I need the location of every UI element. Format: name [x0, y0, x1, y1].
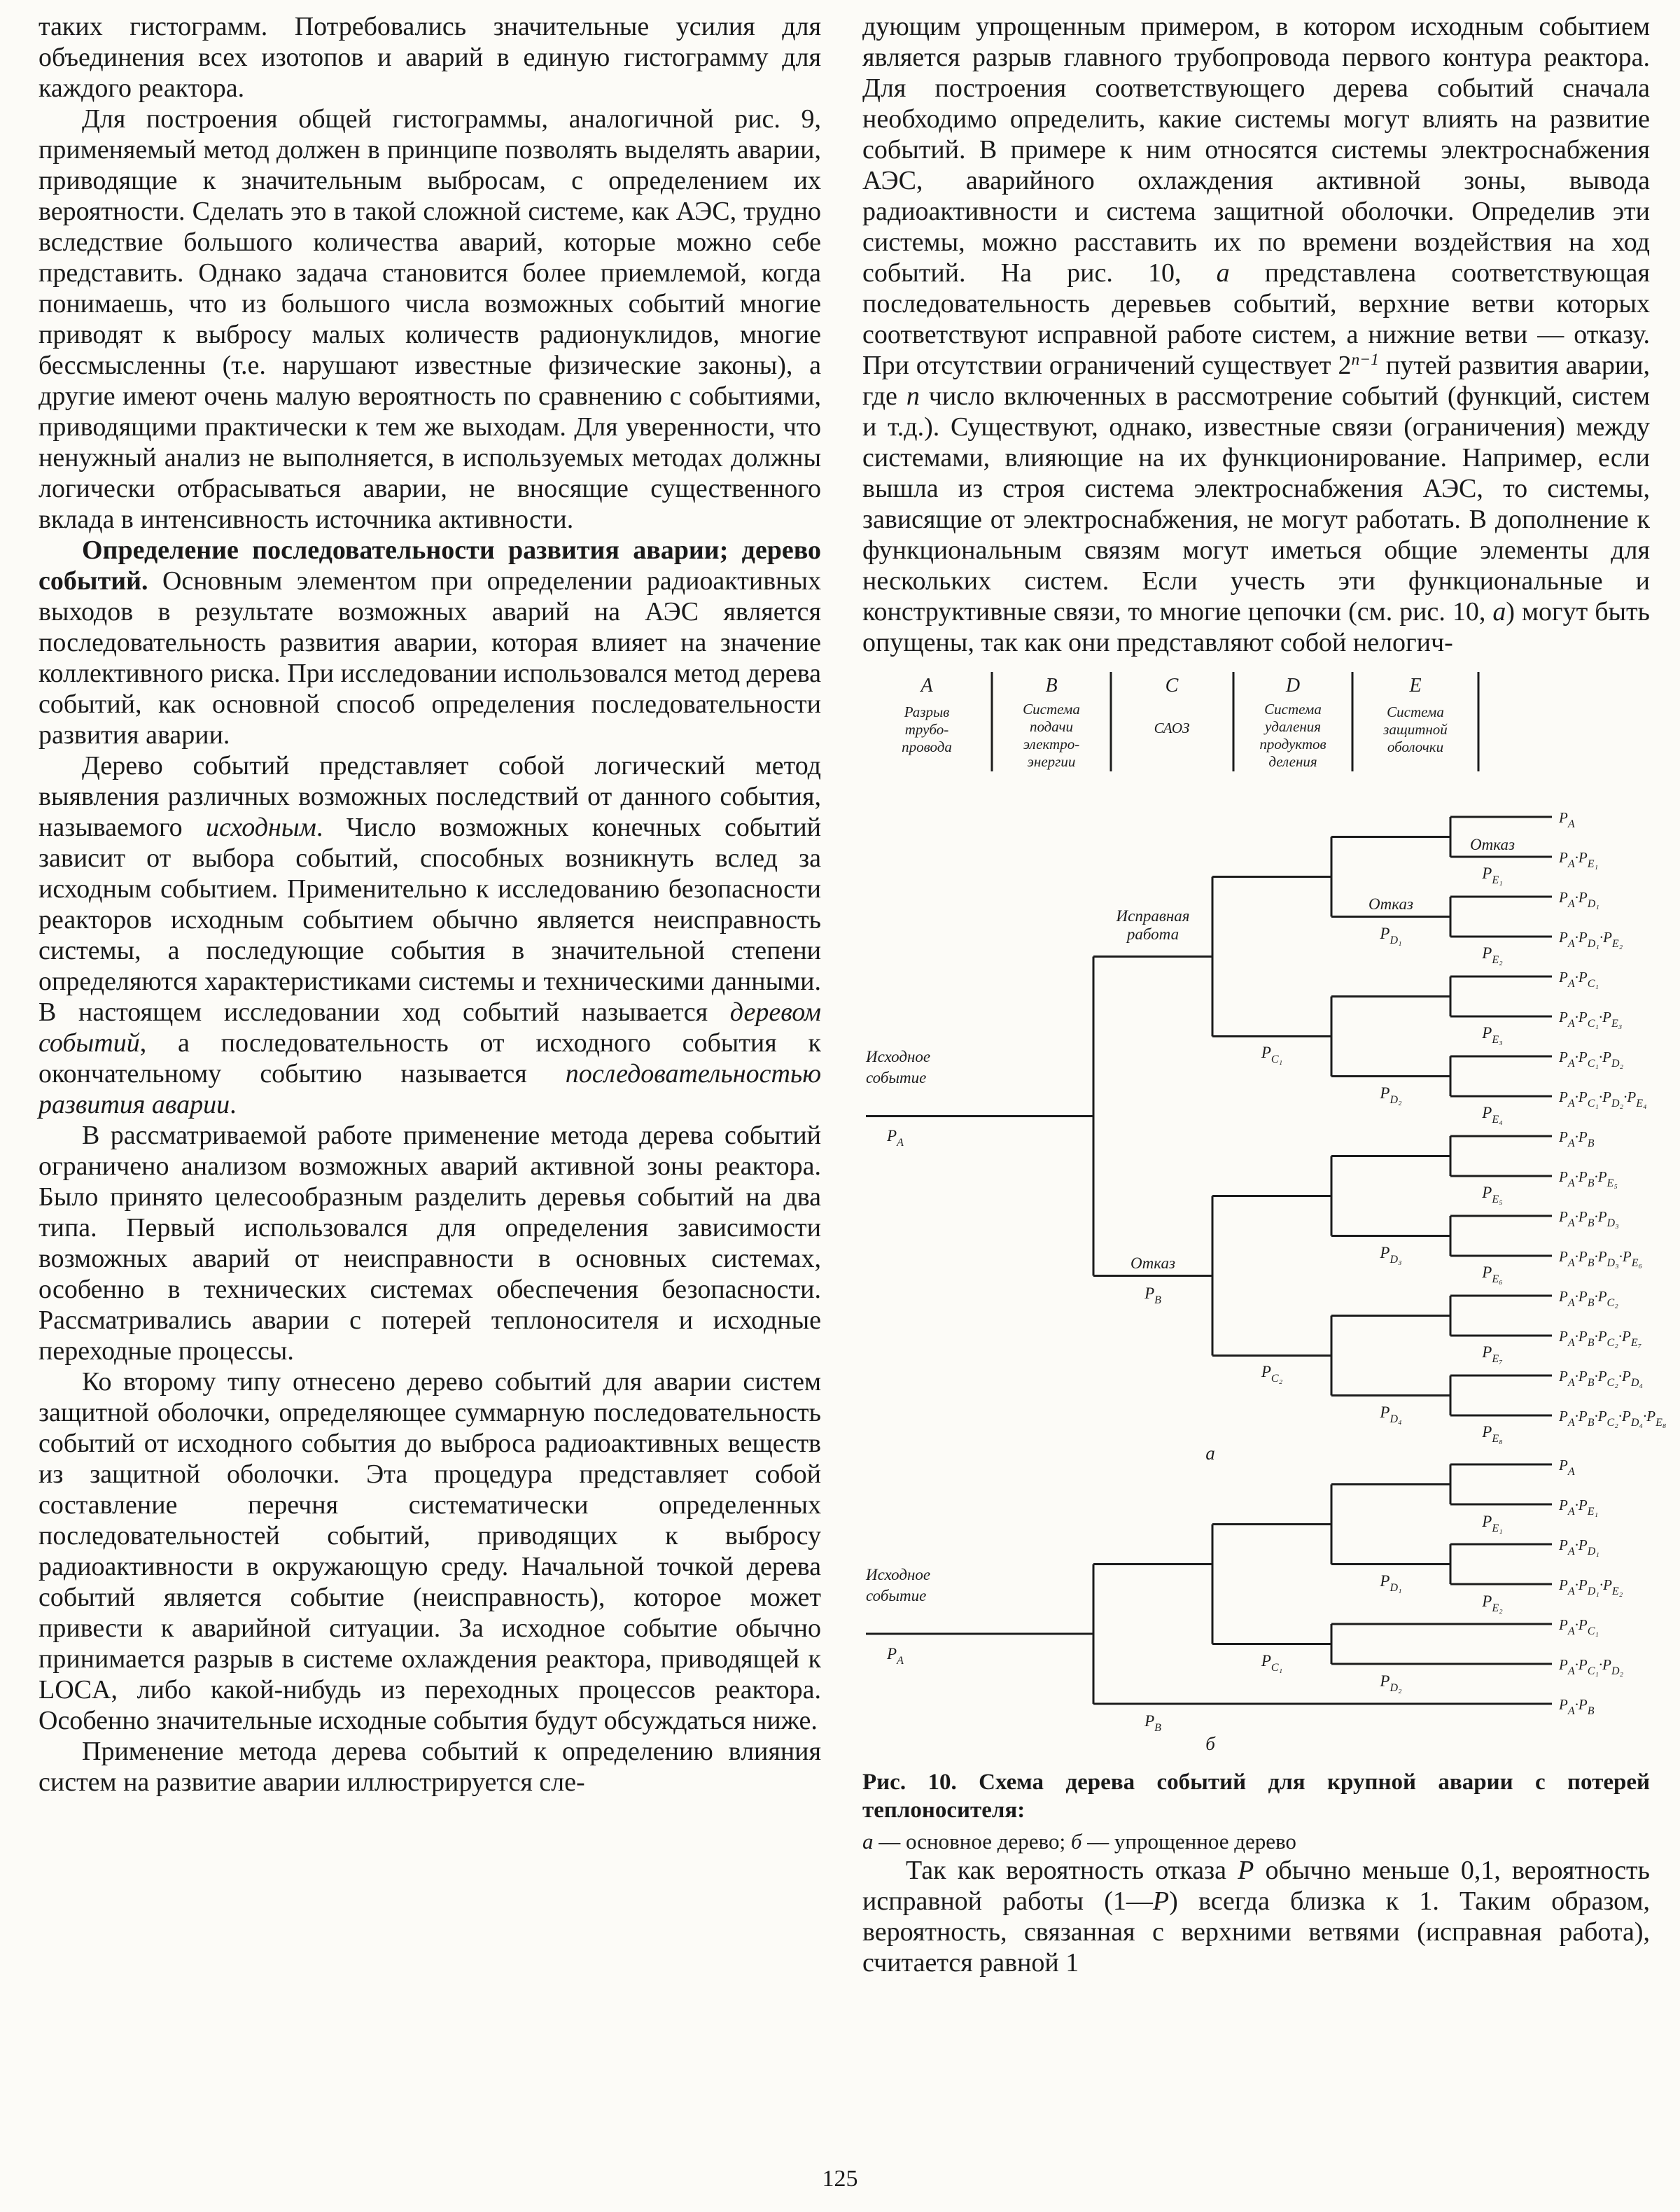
header-desc: трубо- — [904, 721, 949, 738]
tree-a-leaf-label: $P_A\cdot P_{D_1}$ — [1559, 889, 1600, 910]
header-desc: САОЗ — [1154, 720, 1190, 736]
tree-a-leaf-label: $P_A\cdot P_B\cdot P_{D_3}$ — [1559, 1208, 1619, 1229]
tree-b-pd1: $P_{D_1}$ — [1380, 1572, 1402, 1594]
header-desc: Система — [1387, 704, 1444, 720]
header-desc: продуктов — [1259, 736, 1326, 752]
tree-a-leaf-label: $P_A\cdot P_{C_1}\cdot P_{D_2}\cdot P_{E_4}$ — [1559, 1088, 1647, 1110]
header-letter: B — [1045, 675, 1058, 696]
figure-event-tree — [862, 666, 1667, 1758]
header-letter: D — [1285, 675, 1301, 696]
body-paragraph: Для построения общей гистограммы, аналогичной рис. 9, применяемый метод должен в принципе позволять выделять аварии, приводящие к значительным выбросам, с определением их вероятности. Сделать это в такой сложной системе, как АЭС, трудно вследствие большого количества аварий, которые можно себе представить. Однако задача становится более приемлемой, когда понимаешь, что из большого числа возможных событий многие приводят к выбросу малых количеств радионуклидов, многие бессмысленны (т.е. нарушают известные физические законы), а другие имеют очень малую вероятность по сравнению с событиями, приводящими практически к тем же выходам. Для уверенности, что ненужный анализ не выполняется, в используемых методах должны логически отбрасываться аварии, не вносящие существенного вклада в интенсивность источника активности. — [38, 104, 821, 534]
tree-a-leaf-label: $P_A\cdot P_{C_1}\cdot P_{E_3}$ — [1559, 1009, 1623, 1030]
body-paragraph: Так как вероятность отказа P обычно меньше 0,1, вероятность исправной работы (1—P) всегда близка к 1. Таким образом, вероятность, связанная с верхними ветвями (исправная работа), считается равной 1 — [862, 1856, 1650, 1977]
tree-b-leaf-label: $P_A\cdot P_{C_1}\cdot P_{D_2}$ — [1559, 1656, 1624, 1677]
tree-a-root-p: $P_A$ — [887, 1127, 904, 1149]
fail-label: Отказ — [1470, 836, 1515, 853]
initiating-event-label: событие — [866, 1587, 927, 1604]
tree-b-lines — [866, 1464, 1552, 1704]
right-column — [862, 11, 1667, 1978]
body-paragraph: таких гистограмм. Потребовались значительные усилия для объединения всех изотопов и аварий в единую гистограмму для каждого реактора. — [38, 12, 821, 103]
tree-b-pc1: $P_{C_1}$ — [1261, 1652, 1283, 1674]
tree-b-pe1: $P_{E_1}$ — [1482, 1513, 1503, 1534]
header-desc: подачи — [1029, 718, 1074, 735]
tree-a-leaf-label: $P_A\cdot P_B\cdot P_{C_2}$ — [1559, 1288, 1618, 1309]
header-desc: Система — [1023, 701, 1080, 718]
tree-b-leaf-label: $P_A$ — [1559, 1457, 1575, 1478]
initiating-event-label: Исходное — [866, 1048, 931, 1065]
tree-a-pe3: $P_{E_3}$ — [1482, 1024, 1503, 1046]
tree-a-leaf-label: $P_A\cdot P_B\cdot P_{C_2}\cdot P_{D_4}$ — [1559, 1368, 1643, 1389]
header-letter: C — [1165, 675, 1179, 696]
tree-a-leaf-label: $P_A\cdot P_{C_1}$ — [1559, 969, 1599, 990]
left-column — [38, 11, 821, 1798]
page-number: 125 — [822, 2166, 858, 2192]
fail-label: Отказ — [1130, 1254, 1175, 1272]
tree-a-pc1: $P_{C_1}$ — [1261, 1044, 1283, 1065]
body-paragraph: Применение метода дерева событий к определению влияния систем на развитие аварии иллюстрируется сле- — [38, 1737, 821, 1797]
tree-a-pd4: $P_{D_4}$ — [1380, 1404, 1402, 1425]
tree-a-tag: а — [1205, 1443, 1215, 1464]
initiating-event-label: событие — [866, 1069, 927, 1086]
tree-b-pd2: $P_{D_2}$ — [1380, 1672, 1402, 1694]
tree-b-labels — [865, 1457, 1624, 1754]
tree-b-tag: б — [1205, 1733, 1215, 1754]
header-desc: оболочки — [1387, 738, 1444, 755]
success-label: Исправная — [1116, 907, 1190, 925]
tree-b-leaf-label: $P_A\cdot P_{D_1}\cdot P_{E_2}$ — [1559, 1576, 1623, 1597]
body-paragraph: В рассматриваемой работе применение метода дерева событий ограничено анализом возможных аварий активной зоны реактора. Было принято целесообразным разделить деревья событий на два типа. Первый использовался для определения зависимости возможных аварий от неисправности в основных системах, особенно в технических системах обеспечения безопасности. Рассматривались аварии с потерей теплоносителя и исходные переходные процессы. — [38, 1121, 821, 1366]
body-paragraph: дующим упрощенным примером, в котором исходным событием является разрыв главного трубопровода первого контура реактора. Для построения соответствующего дерева событий сначала необходимо определить, какие системы могут влиять на развитие событий. В примере к ним относятся системы электроснабжения АЭС, аварийного охлаждения активной зоны, вывода радиоактивности и система защитной оболочки. Определив эти системы, можно расставить их по времени воздействия на ход событий. На рис. 10, а представлена соответствующая последовательность деревьев событий, верхние ветви которых соответствуют исправной работе систем, а нижние ветви — отказу. При отсутствии ограничений существует $2^{n-1}$ путей развития аварии, где n число включенных в рассмотрение событий (функций, систем и т.д.). Существуют, однако, известные связи (ограничения) между системами, влияющие на их функционирование. Например, если вышла из строя система электроснабжения АЭС, то системы, зависящие от электроснабжения, не могут работать. В дополнение к функциональным связям могут иметься общие элементы для нескольких систем. Если учесть эти функциональные и конструктивные связи, то многие цепочки (см. рис. 10, а) могут быть опущены, так как они представляют собой нелогич- — [862, 12, 1650, 657]
tree-a-pb: $P_B$ — [1144, 1284, 1161, 1306]
figure-caption-legend: а — основное дерево; б — упрощенное дерево — [862, 1829, 1296, 1854]
tree-a-leaf-label: $P_A\cdot P_{D_1}\cdot P_{E_2}$ — [1559, 929, 1623, 950]
header-desc: Система — [1264, 701, 1322, 718]
tree-b-leaf-label: $P_A\cdot P_B$ — [1559, 1696, 1595, 1717]
tree-a-leaf-label: $P_A\cdot P_B$ — [1559, 1128, 1595, 1149]
header-desc: электро- — [1023, 736, 1080, 752]
tree-a-pe6: $P_{E_6}$ — [1482, 1264, 1503, 1285]
tree-a-leaf-label: $P_A\cdot P_B\cdot P_{C_2}\cdot P_{D_4}\cdot P_{E_8}$ — [1559, 1408, 1667, 1429]
header-desc: провода — [902, 738, 952, 755]
tree-a-pd2: $P_{D_2}$ — [1380, 1084, 1402, 1106]
tree-a-leaf-label: $P_A\cdot P_B\cdot P_{E_5}$ — [1559, 1168, 1618, 1189]
tree-b-leaf-label: $P_A\cdot P_{D_1}$ — [1559, 1536, 1600, 1558]
event-tree-diagram — [862, 666, 1667, 1758]
header-letter: E — [1409, 675, 1422, 696]
header-desc: защитной — [1383, 721, 1448, 738]
fail-label: Отказ — [1368, 895, 1413, 913]
header-desc: энергии — [1027, 753, 1076, 770]
tree-a-leaf-label: $P_A\cdot P_{E_1}$ — [1559, 849, 1599, 870]
header-desc: Разрыв — [904, 704, 950, 720]
initiating-event-label: Исходное — [866, 1566, 931, 1583]
body-paragraph: Ко второму типу отнесено дерево событий для аварии систем защитной оболочки, определяющее суммарную последовательность событий от исходного события до выброса радиоактивных веществ из защитной оболочки. Эта процедура представляет собой составление перечня систематически определенных последовательностей событий, приводящих к выбросу радиоактивности в окружающую среду. Начальной точкой дерева событий является событие (неисправность), которое может привести к аварийной ситуации. За исходное событие обычно принимается разрыв в системе охлаждения реактора, приводящей к LOCA, либо какой-нибудь из переходных процессов реактора. Особенно значительные исходные события будут обсуждаться ниже. — [38, 1367, 821, 1735]
body-paragraph: Дерево событий представляет собой логический метод выявления различных возможных последствий от данного события, называемого исходным. Число возможных конечных событий зависит от выбора событий, способных возникнуть вслед за исходным событием. Применительно к исследованию безопасности реакторов исходным событием обычно является неисправность системы, а последующие события в значительной степени определяются характеристиками системы и техническими данными. В настоящем исследовании ход событий называется деревом событий, а последовательность от исходного события к окончательному событию называется последовательностью развития аварии. — [38, 751, 822, 1119]
tree-a-pe7: $P_{E_7}$ — [1482, 1343, 1503, 1365]
tree-a-leaf-label: $P_A\cdot P_B\cdot P_{C_2}\cdot P_{E_7}$ — [1559, 1328, 1642, 1349]
tree-a-pe5: $P_{E_5}$ — [1482, 1184, 1503, 1205]
success-label: работа — [1126, 925, 1180, 943]
figure-caption-title: Рис. 10. Схема дерева событий для крупной аварии с потерей теплоносителя: — [862, 1770, 1650, 1823]
tree-a-lines — [866, 817, 1552, 1415]
tree-b-leaf-label: $P_A\cdot P_{C_1}$ — [1559, 1616, 1599, 1637]
tree-a-leaf-label: $P_A\cdot P_{C_1}\cdot P_{D_2}$ — [1559, 1049, 1624, 1070]
tree-a-pe2: $P_{E_2}$ — [1482, 944, 1503, 966]
tree-a-leaf-label: $P_A$ — [1559, 809, 1575, 830]
tree-a-pd3: $P_{D_3}$ — [1380, 1244, 1402, 1266]
tree-b-pb: $P_B$ — [1144, 1712, 1161, 1734]
body-paragraph-heading: Определение последовательности развития аварии; дерево событий. Основным элементом при определении радиоактивных выходов в результате возможных аварий на АЭС является последовательность развития аварии, которая влияет на значение коллективного риска. При исследовании использовался метод дерева событий, как основной способ определения последовательности развития аварии. — [38, 536, 821, 750]
tree-a-pe4: $P_{E_4}$ — [1482, 1104, 1503, 1126]
tree-b-root-p: $P_A$ — [887, 1645, 904, 1667]
header-desc: удаления — [1264, 718, 1322, 735]
tree-a-pd1: $P_{D_1}$ — [1380, 925, 1402, 946]
tree-a-pe8: $P_{E_8}$ — [1482, 1423, 1503, 1445]
tree-b-leaf-label: $P_A\cdot P_{E_1}$ — [1559, 1497, 1599, 1518]
header-desc: деления — [1268, 753, 1317, 770]
tree-a-pc2: $P_{C_2}$ — [1261, 1363, 1283, 1385]
tree-a-leaf-label: $P_A\cdot P_B\cdot P_{D_3}\cdot P_{E_6}$ — [1559, 1248, 1643, 1269]
tree-b-pe2: $P_{E_2}$ — [1482, 1592, 1503, 1614]
header-letter: A — [920, 675, 933, 696]
figure-header — [902, 672, 1478, 771]
tree-a-pe1: $P_{E_1}$ — [1482, 864, 1503, 886]
